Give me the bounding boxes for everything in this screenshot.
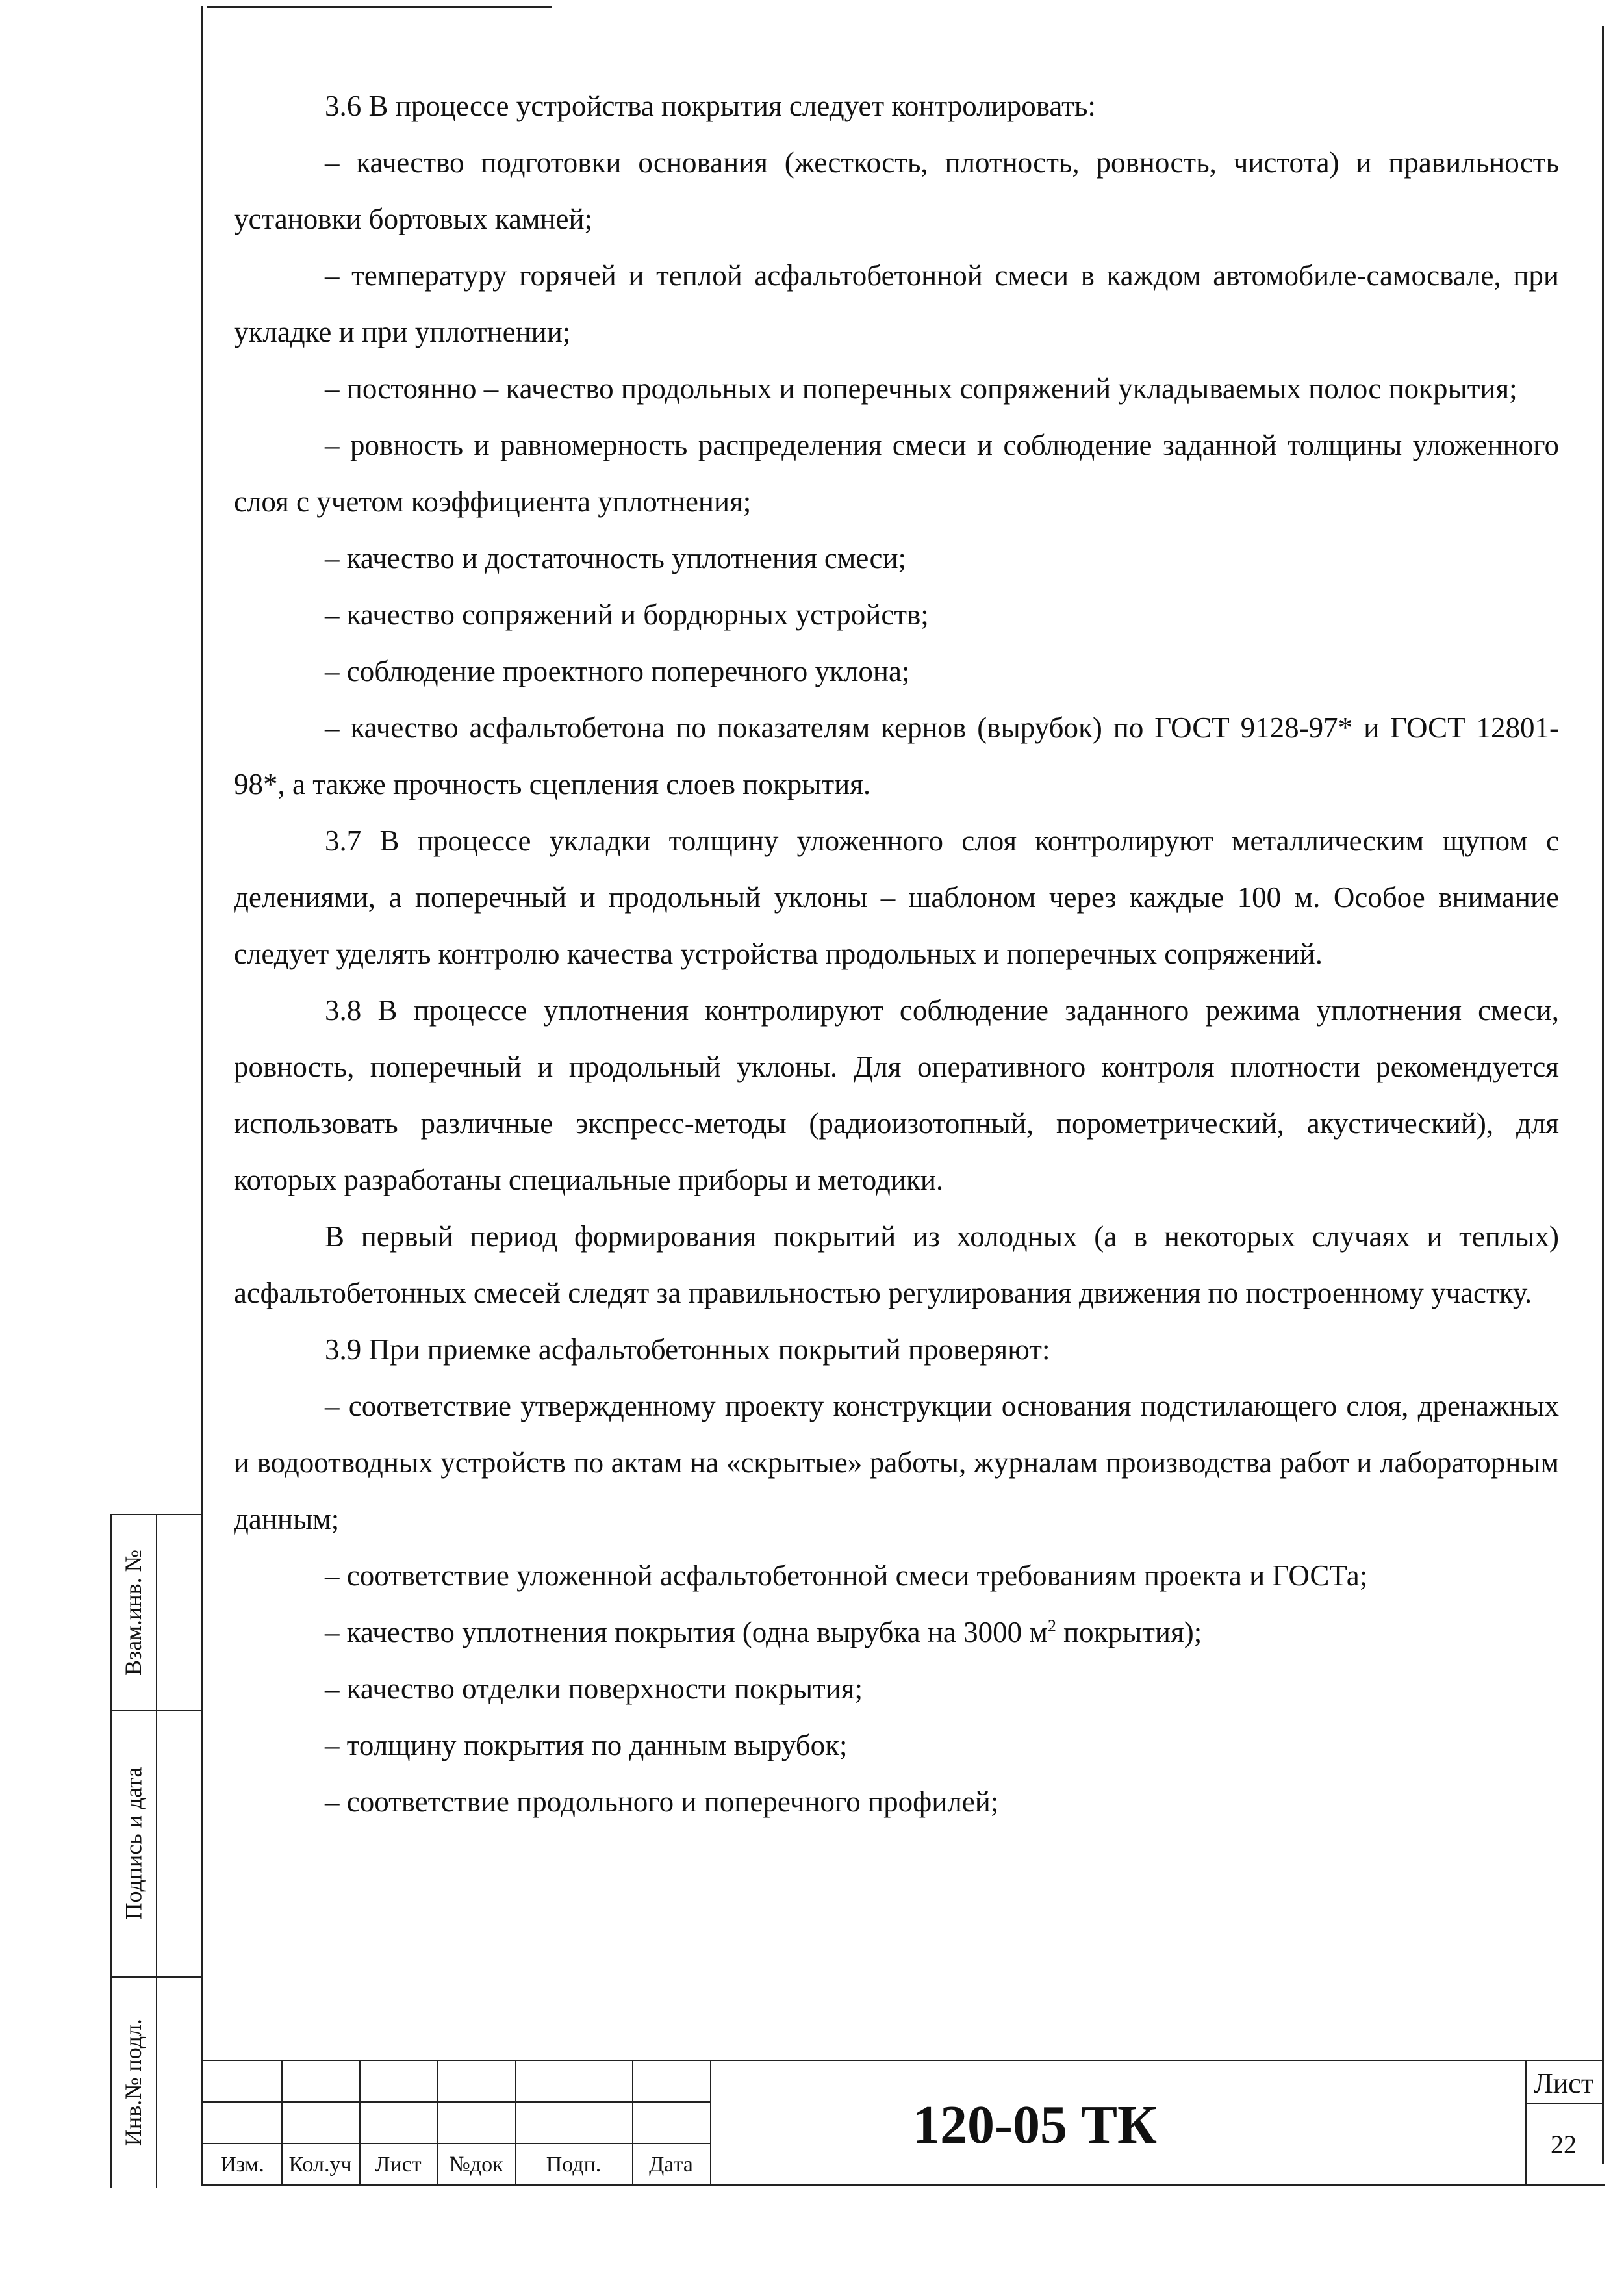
frame-top-line [207, 6, 552, 8]
list-item: – соответствие утвержденному проекту конструкции основания подстилающего слоя, дренажных и водоотводных устройств по актам на «скрытые» работы, журналам производства работ и лабораторным данным; [234, 1390, 1559, 1535]
list-item-text: – качество уплотнения покрытия (одна вырубка на 3000 м [325, 1616, 1048, 1648]
superscript: 2 [1047, 1617, 1056, 1635]
side-stamp-vzam: Взам.инв. № [120, 1550, 146, 1676]
document-code: 120-05 ТК [913, 2094, 1157, 2155]
side-stamp-podpis: Подпись и дата [120, 1767, 147, 1920]
side-stamp [110, 1514, 201, 2188]
stamp-header-podp: Подп. [546, 2153, 602, 2177]
section-3-9-heading: 3.9 При приемке асфальтобетонных покрытий проверяют: [325, 1333, 1050, 1366]
frame-left-line [201, 6, 203, 2186]
list-item: – качество отделки поверхности покрытия; [325, 1672, 863, 1705]
frame-right-line [1602, 26, 1604, 2164]
list-item [234, 1604, 1559, 1661]
body-paragraph: В первый период формирования покрытий из холодных (а в некоторых случаях и теплых) асфальтобетонных смесей следят за правильностью регулирования движения по построенному участку. [234, 1220, 1559, 1309]
list-item: – ровность и равномерность распределения смеси и соблюдение заданной толщины уложенного слоя с учетом коэффициента уплотнения; [234, 429, 1559, 518]
sheet-label: Лист [1533, 2067, 1594, 2099]
title-block [203, 2060, 1602, 2184]
stamp-header-list: Лист [375, 2153, 422, 2177]
document-body [234, 78, 1559, 1830]
frame-bottom-line [201, 2184, 1605, 2186]
stamp-header-data: Дата [649, 2153, 693, 2177]
list-item-text: покрытия); [1056, 1616, 1202, 1648]
side-stamp-inv: Инв.№ подл. [120, 2018, 146, 2146]
list-item: – соблюдение проектного поперечного уклона; [325, 655, 910, 687]
list-item: – температуру горячей и теплой асфальтобетонной смеси в каждом автомобиле-самосвале, при укладке и при уплотнении; [234, 259, 1559, 348]
list-item: – качество асфальтобетона по показателям кернов (вырубок) по ГОСТ 9128-97* и ГОСТ 12801-98*, а также прочность сцепления слоев покрытия. [234, 711, 1559, 800]
list-item: – качество сопряжений и бордюрных устройств; [325, 598, 929, 631]
stamp-header-kol: Кол.уч [288, 2153, 352, 2177]
section-3-7-paragraph: 3.7 В процессе укладки толщину уложенного слоя контролируют металлическим щупом с делениями, а поперечный и продольный уклоны – шаблоном через каждые 100 м. Особое внимание следует уделять контролю качества устройства продольных и поперечных сопряжений. [234, 825, 1559, 970]
list-item: – толщину покрытия по данным вырубок; [325, 1729, 848, 1761]
section-3-8-paragraph: 3.8 В процессе уплотнения контролируют соблюдение заданного режима уплотнения смеси, ровность, поперечный и продольный уклоны. Для оперативного контроля плотности рекомендуется использовать различные экспресс-методы (радиоизотопный, порометрический, акустический), для которых разработаны специальные приборы и методики. [234, 994, 1559, 1196]
list-item: – качество подготовки основания (жесткость, плотность, ровность, чистота) и правильность установки бортовых камней; [234, 146, 1559, 235]
stamp-header-ndok: №док [449, 2153, 503, 2177]
stamp-header-izm: Изм. [220, 2153, 264, 2177]
list-item: – соответствие уложенной асфальтобетонной смеси требованиям проекта и ГОСТа; [325, 1559, 1368, 1592]
list-item: – качество и достаточность уплотнения смеси; [325, 542, 907, 574]
list-item: – соответствие продольного и поперечного профилей; [325, 1785, 999, 1818]
section-3-6-heading: 3.6 В процессе устройства покрытия следует контролировать: [325, 90, 1096, 122]
list-item: – постоянно – качество продольных и поперечных сопряжений укладываемых полос покрытия; [325, 372, 1517, 405]
sheet-number: 22 [1551, 2129, 1577, 2159]
